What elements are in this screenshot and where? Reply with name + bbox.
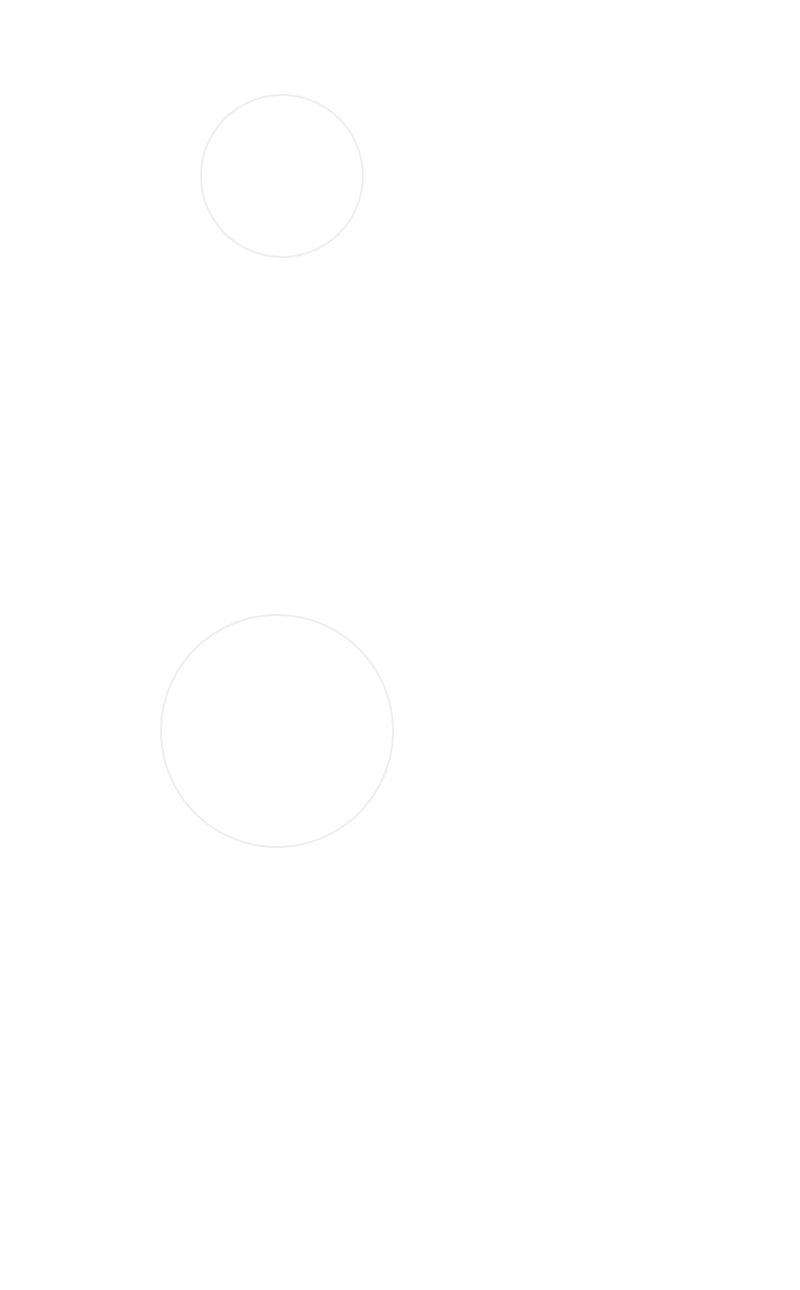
watermark-circle <box>160 614 394 848</box>
watermark <box>0 54 800 1290</box>
watermark-circle <box>200 94 364 258</box>
